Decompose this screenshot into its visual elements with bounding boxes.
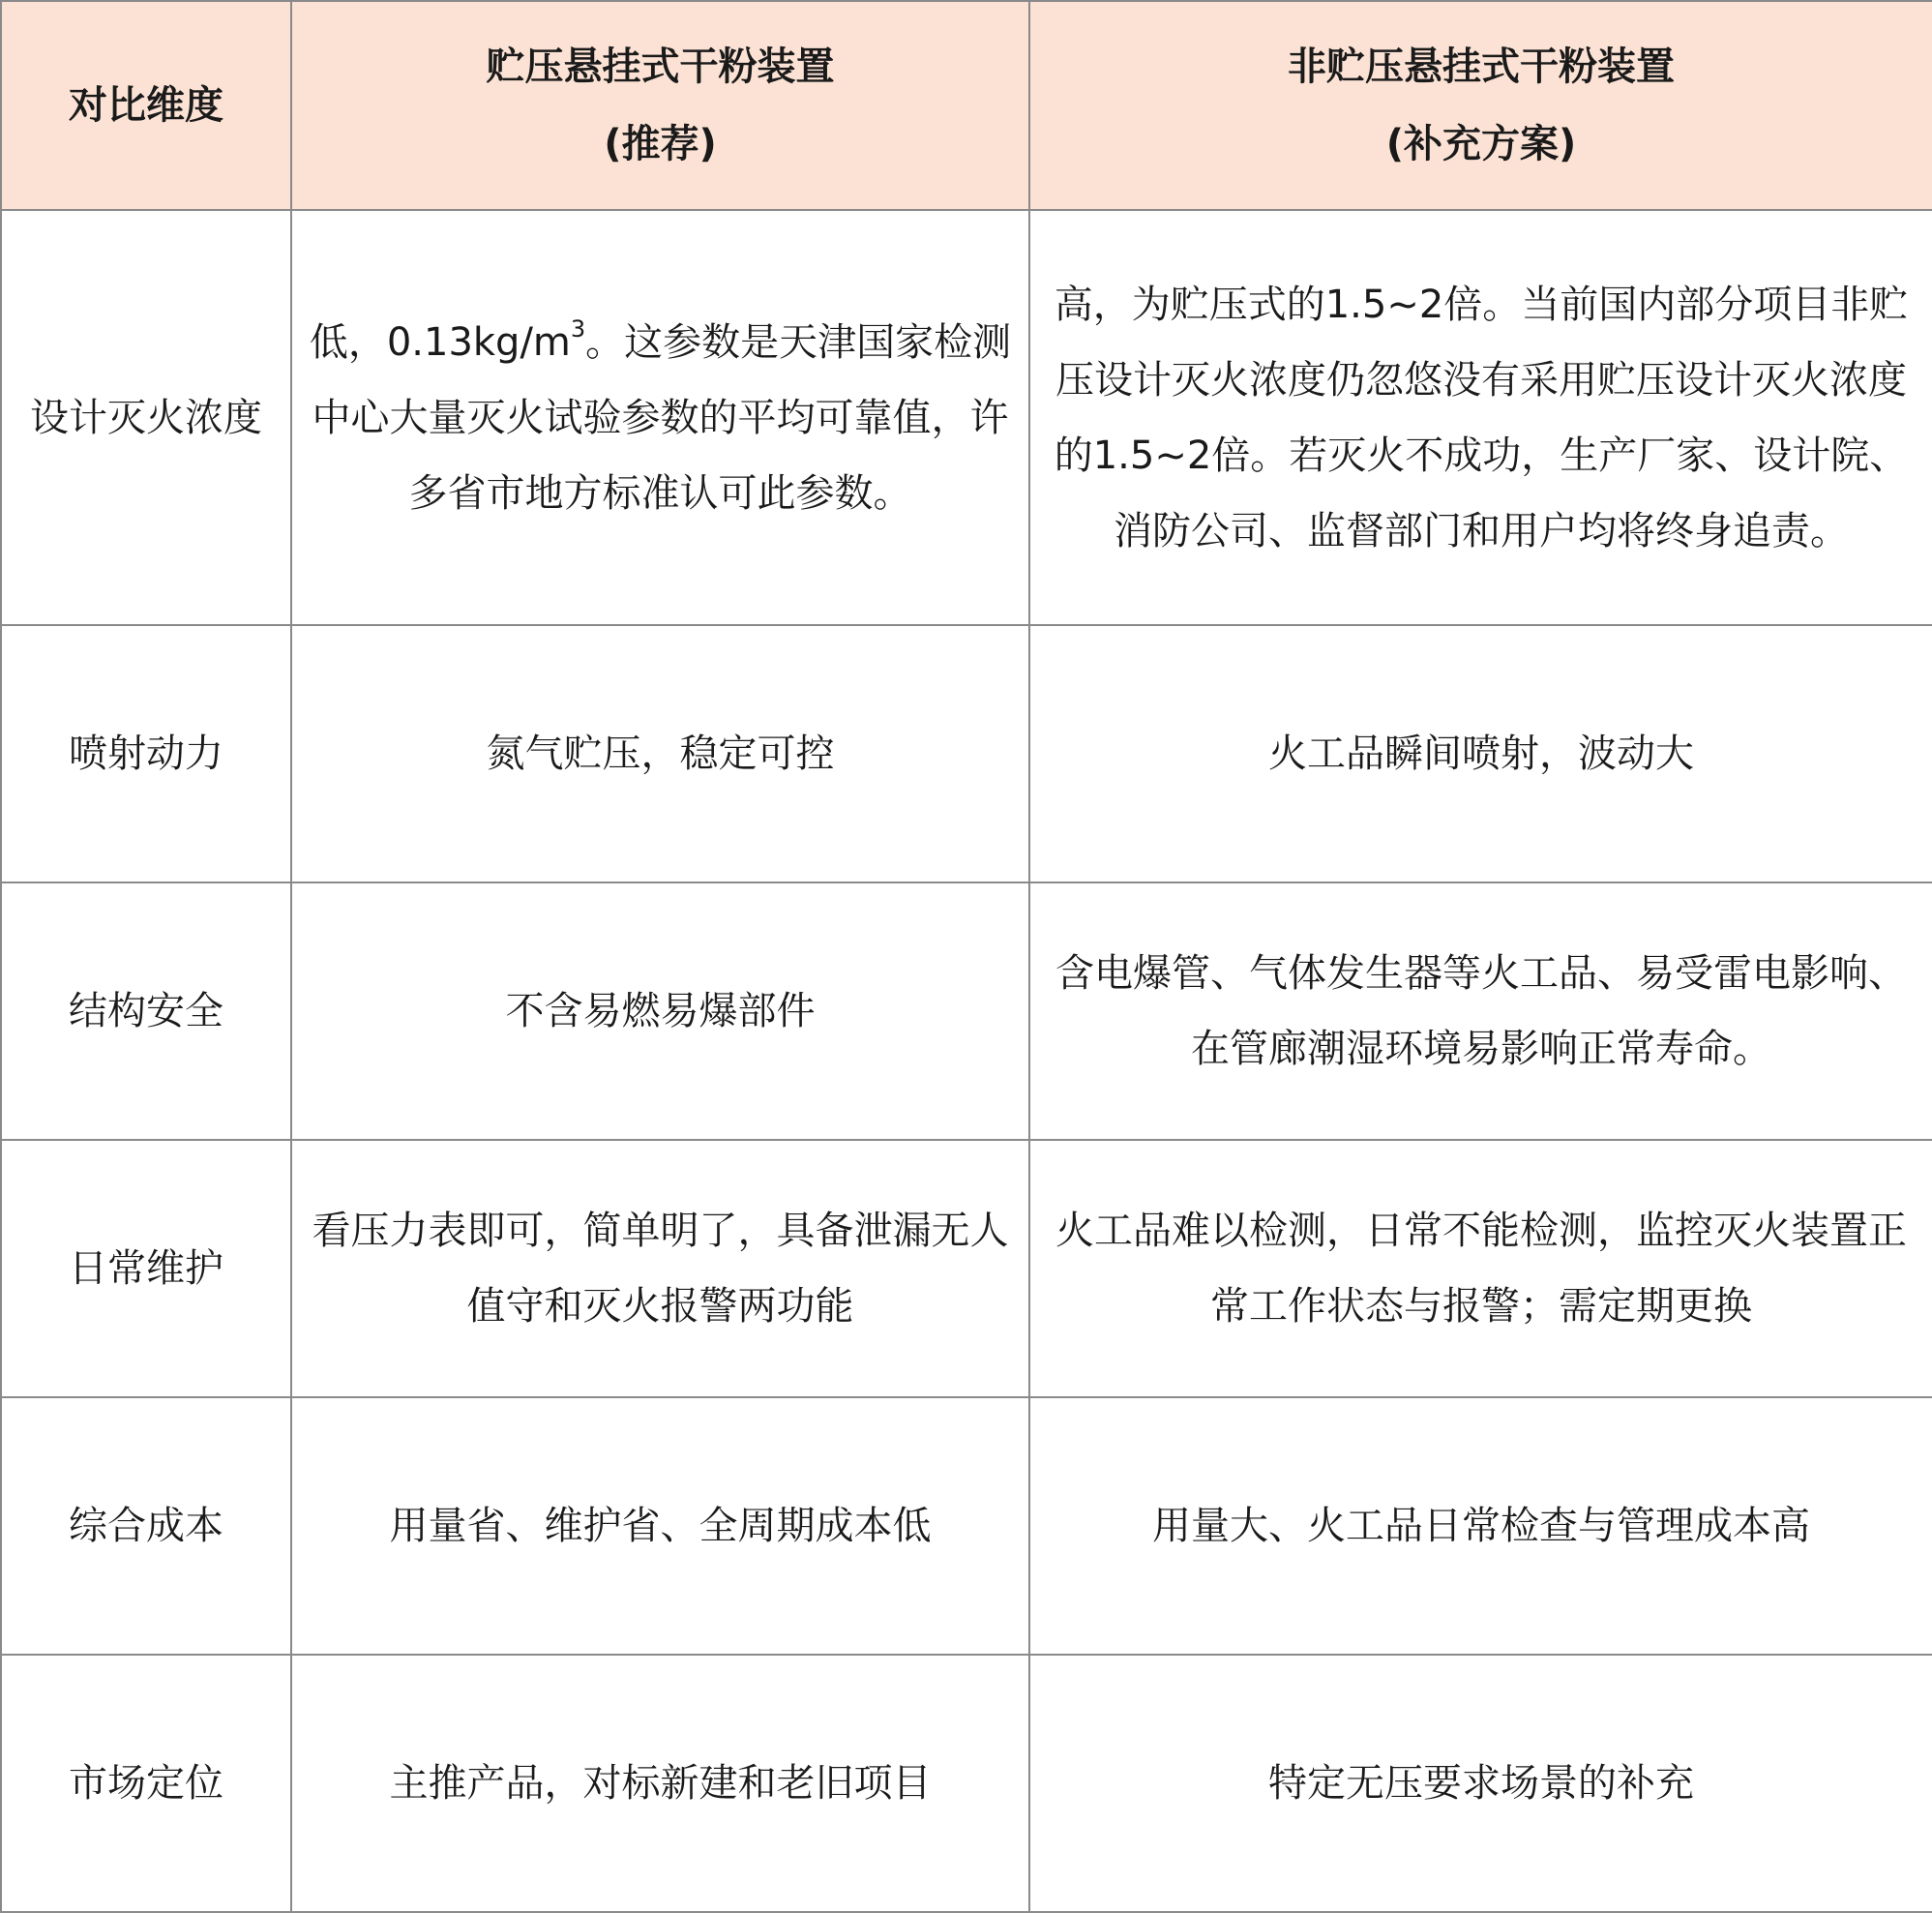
header-dimension-label: 对比维度 bbox=[69, 83, 223, 128]
row-non-stored-pressure-cell: 用量大、火工品日常检查与管理成本高 bbox=[1029, 1397, 1932, 1655]
row-stored-pressure-cell: 氮气贮压，稳定可控 bbox=[291, 625, 1029, 882]
table-row bbox=[1, 210, 1932, 625]
row-non-stored-pressure-cell: 特定无压要求场景的补充 bbox=[1029, 1655, 1932, 1912]
header-stored-pressure-title: 贮压悬挂式干粉装置 bbox=[486, 45, 835, 89]
row-stored-pressure-cell bbox=[291, 210, 1029, 625]
table-row bbox=[1, 1140, 1932, 1397]
row-stored-pressure-cell: 看压力表即可，简单明了，具备泄漏无人值守和灭火报警两功能 bbox=[291, 1140, 1029, 1397]
row-non-stored-pressure-cell: 含电爆管、气体发生器等火工品、易受雷电影响、在管廊潮湿环境易影响正常寿命。 bbox=[1029, 882, 1932, 1140]
table-row bbox=[1, 625, 1932, 882]
row-dimension: 综合成本 bbox=[1, 1397, 291, 1655]
header-dimension bbox=[1, 1, 291, 210]
row-non-stored-pressure-cell: 高，为贮压式的1.5~2倍。当前国内部分项目非贮压设计灭火浓度仍忽悠没有采用贮压设计灭火浓度的1.5~2倍。若灭火不成功，生产厂家、设计院、消防公司、监督部门和用户均将终身追责。 bbox=[1029, 210, 1932, 625]
row-stored-pressure-cell: 不含易燃易爆部件 bbox=[291, 882, 1029, 1140]
header-stored-pressure bbox=[291, 1, 1029, 210]
row-dimension: 结构安全 bbox=[1, 882, 291, 1140]
row-dimension: 市场定位 bbox=[1, 1655, 291, 1912]
table-row bbox=[1, 1655, 1932, 1912]
header-non-stored-pressure bbox=[1029, 1, 1932, 210]
table-row bbox=[1, 882, 1932, 1140]
header-non-stored-pressure-note: (补充方案) bbox=[1385, 122, 1577, 166]
row-non-stored-pressure-cell: 火工品瞬间喷射，波动大 bbox=[1029, 625, 1932, 882]
cell-text: 低，0.13kg/m bbox=[309, 319, 571, 365]
row-stored-pressure-cell: 主推产品，对标新建和老旧项目 bbox=[291, 1655, 1029, 1912]
header-stored-pressure-note: (推荐) bbox=[604, 122, 717, 166]
row-dimension: 设计灭火浓度 bbox=[1, 210, 291, 625]
header-non-stored-pressure-title: 非贮压悬挂式干粉装置 bbox=[1288, 45, 1675, 89]
row-stored-pressure-cell: 用量省、维护省、全周期成本低 bbox=[291, 1397, 1029, 1655]
superscript-exponent: 3 bbox=[570, 315, 586, 344]
table-header-row bbox=[1, 1, 1932, 210]
row-non-stored-pressure-cell: 火工品难以检测，日常不能检测，监控灭火装置正常工作状态与报警；需定期更换 bbox=[1029, 1140, 1932, 1397]
cell-text-continued: 。这参数是天津国家检测中心大量灭火试验参数的平均可靠值，许多省市地方标准认可此参数。 bbox=[312, 319, 1012, 516]
table-row bbox=[1, 1397, 1932, 1655]
row-dimension: 日常维护 bbox=[1, 1140, 291, 1397]
row-dimension: 喷射动力 bbox=[1, 625, 291, 882]
